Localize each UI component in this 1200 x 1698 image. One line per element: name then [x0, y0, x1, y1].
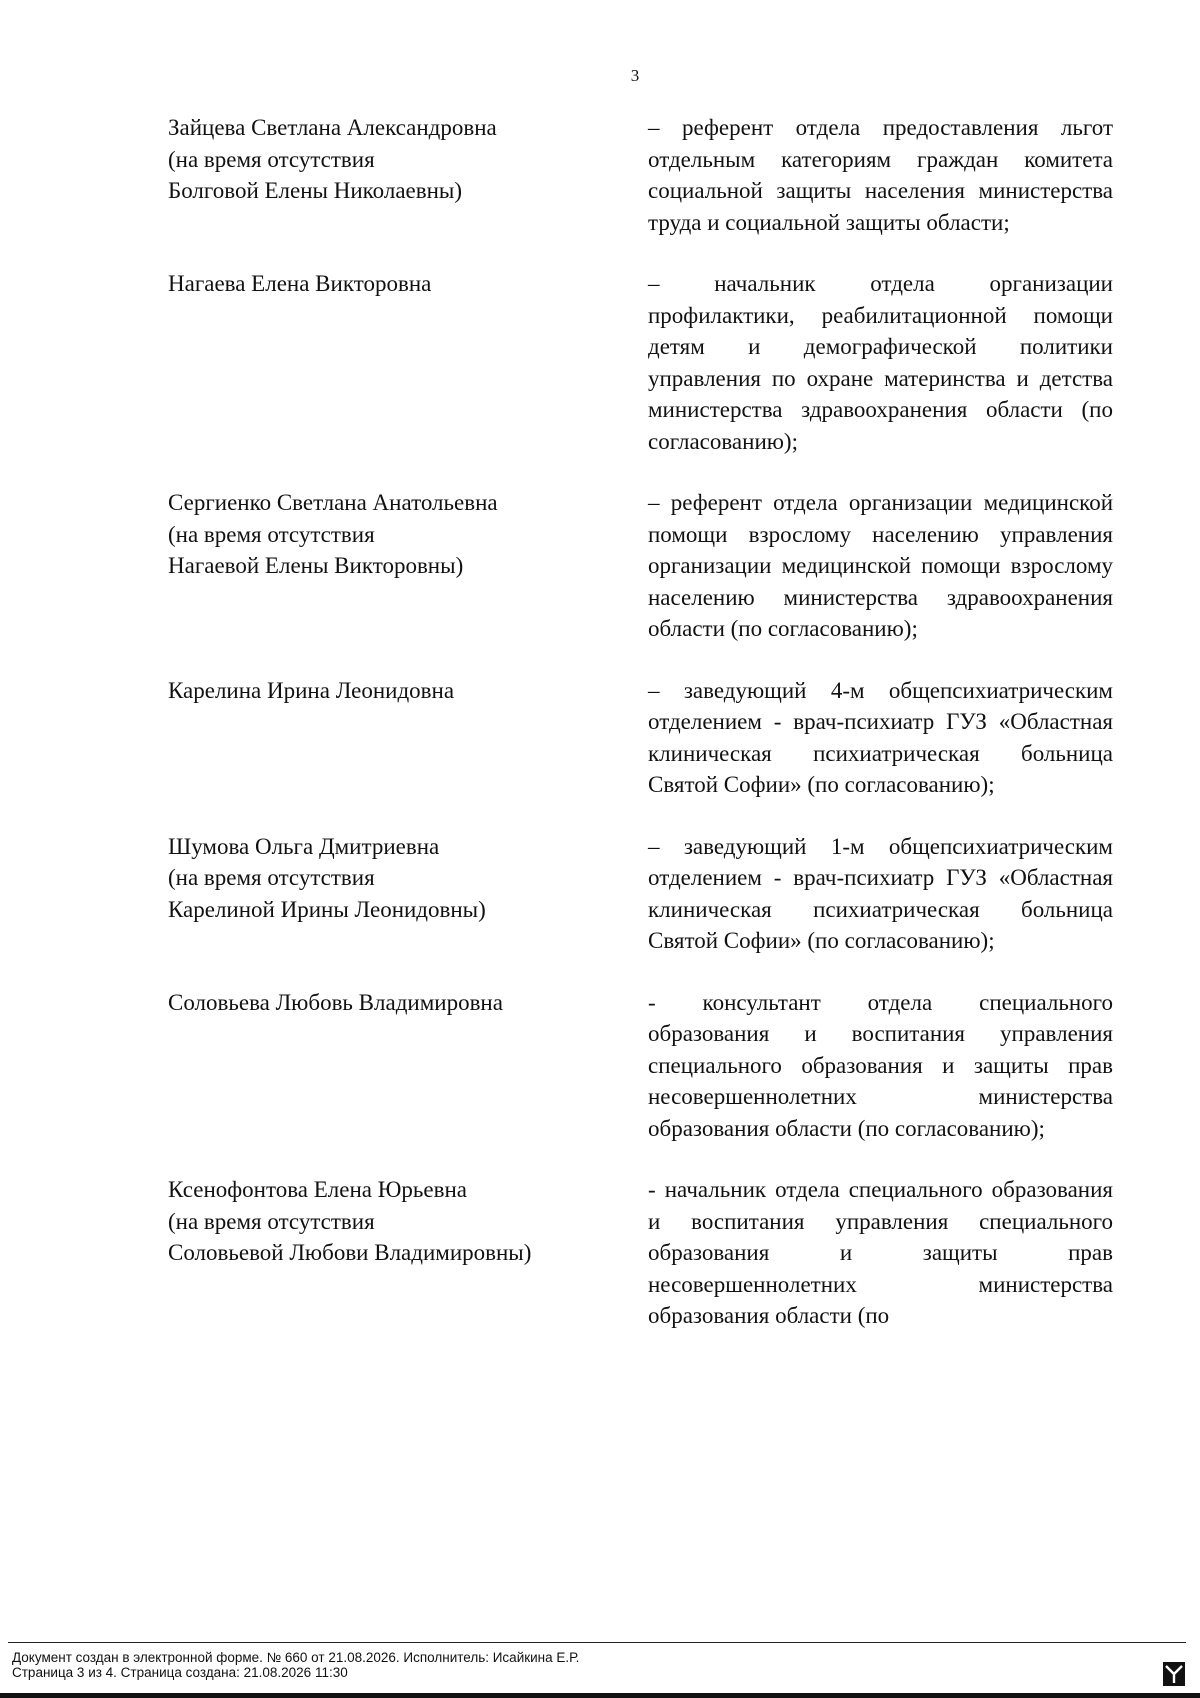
- member-name-line: Соловьева Любовь Владимировна: [168, 989, 503, 1015]
- member-entry: [168, 987, 1113, 1145]
- member-name-line: Ксенофонтова Елена Юрьевна: [168, 1177, 467, 1202]
- member-entry: [168, 268, 1113, 457]
- member-name-line: Соловьевой Любови Владимировны): [168, 1240, 532, 1265]
- member-name-line: Болговой Елены Николаевны): [168, 178, 463, 203]
- member-position: – начальник отдела организации профилактики, реабилитационной помощи детям и демографической политики управления по охране материнства и детства министерства здравоохранения области (по согласованию);: [648, 271, 1113, 454]
- member-position: – референт отдела предоставления льгот отдельным категориям граждан комитета социальной защиты населения министерства труда и социальной защиты области;: [648, 115, 1113, 235]
- member-position: – заведующий 4-м общепсихиатрическим отделением - врач-психиатр ГУЗ «Областная клиническая психиатрическая больница Святой Софии» (по согласованию);: [648, 677, 1113, 797]
- member-name-line: (на время отсутствия: [168, 146, 375, 172]
- member-position: – референт отдела организации медицинской помощи взрослому населению управления организации медицинской помощи взрослому населению министерства здравоохранения области (по согласованию);: [648, 490, 1113, 641]
- member-name-line: Шумова Ольга Дмитриевна: [168, 833, 440, 859]
- member-name-line: Зайцева Светлана Александровна: [168, 115, 497, 140]
- member-entry: [168, 675, 1113, 801]
- member-entry: [168, 487, 1113, 645]
- document-system-logo-icon: [1163, 1662, 1185, 1686]
- member-entry: [168, 831, 1113, 957]
- member-name-line: Сергиенко Светлана Анатольевна: [168, 490, 498, 515]
- member-name: [168, 675, 648, 801]
- commission-member-list: [168, 112, 1113, 1332]
- footer-document-info: Документ создан в электронной форме. № 660 от 21.08.2026. Исполнитель: Исайкина Е.Р.: [12, 1650, 580, 1665]
- page-number: 3: [630, 66, 640, 85]
- member-name-line: (на время отсутствия: [168, 865, 375, 890]
- member-name-line: Карелиной Ирины Леонидовны): [168, 896, 486, 922]
- member-name: [168, 1174, 648, 1332]
- member-name: [168, 831, 648, 957]
- member-name: [168, 112, 648, 238]
- member-entry: [168, 112, 1113, 238]
- footer-page-info: Страница 3 из 4. Страница создана: 21.08.2026 11:30: [12, 1665, 348, 1680]
- member-name-line: (на время отсутствия: [168, 1208, 375, 1234]
- footer-divider: [8, 1642, 1186, 1643]
- member-name: [168, 268, 648, 457]
- member-position: - начальник отдела специального образования и воспитания управления специального образования и защиты прав несовершеннолетних министерства образования области (по: [648, 1177, 1113, 1328]
- member-entry: [168, 1174, 1113, 1332]
- page-bottom-edge: [0, 1693, 1200, 1698]
- member-name-line: Карелина Ирина Леонидовна: [168, 677, 455, 703]
- member-name-line: Нагаева Елена Викторовна: [168, 271, 432, 296]
- member-name-line: (на время отсутствия: [168, 521, 375, 547]
- member-name: [168, 987, 648, 1145]
- member-position: – заведующий 1-м общепсихиатрическим отделением - врач-психиатр ГУЗ «Областная клиническая психиатрическая больница Святой Софии» (по согласованию);: [648, 833, 1113, 953]
- member-name: [168, 487, 648, 645]
- member-name-line: Нагаевой Елены Викторовны): [168, 553, 464, 578]
- document-footer: [12, 1650, 1132, 1680]
- member-position: - консультант отдела специального образования и воспитания управления специального образования и защиты прав несовершеннолетних министерства образования области (по согласованию);: [648, 989, 1113, 1141]
